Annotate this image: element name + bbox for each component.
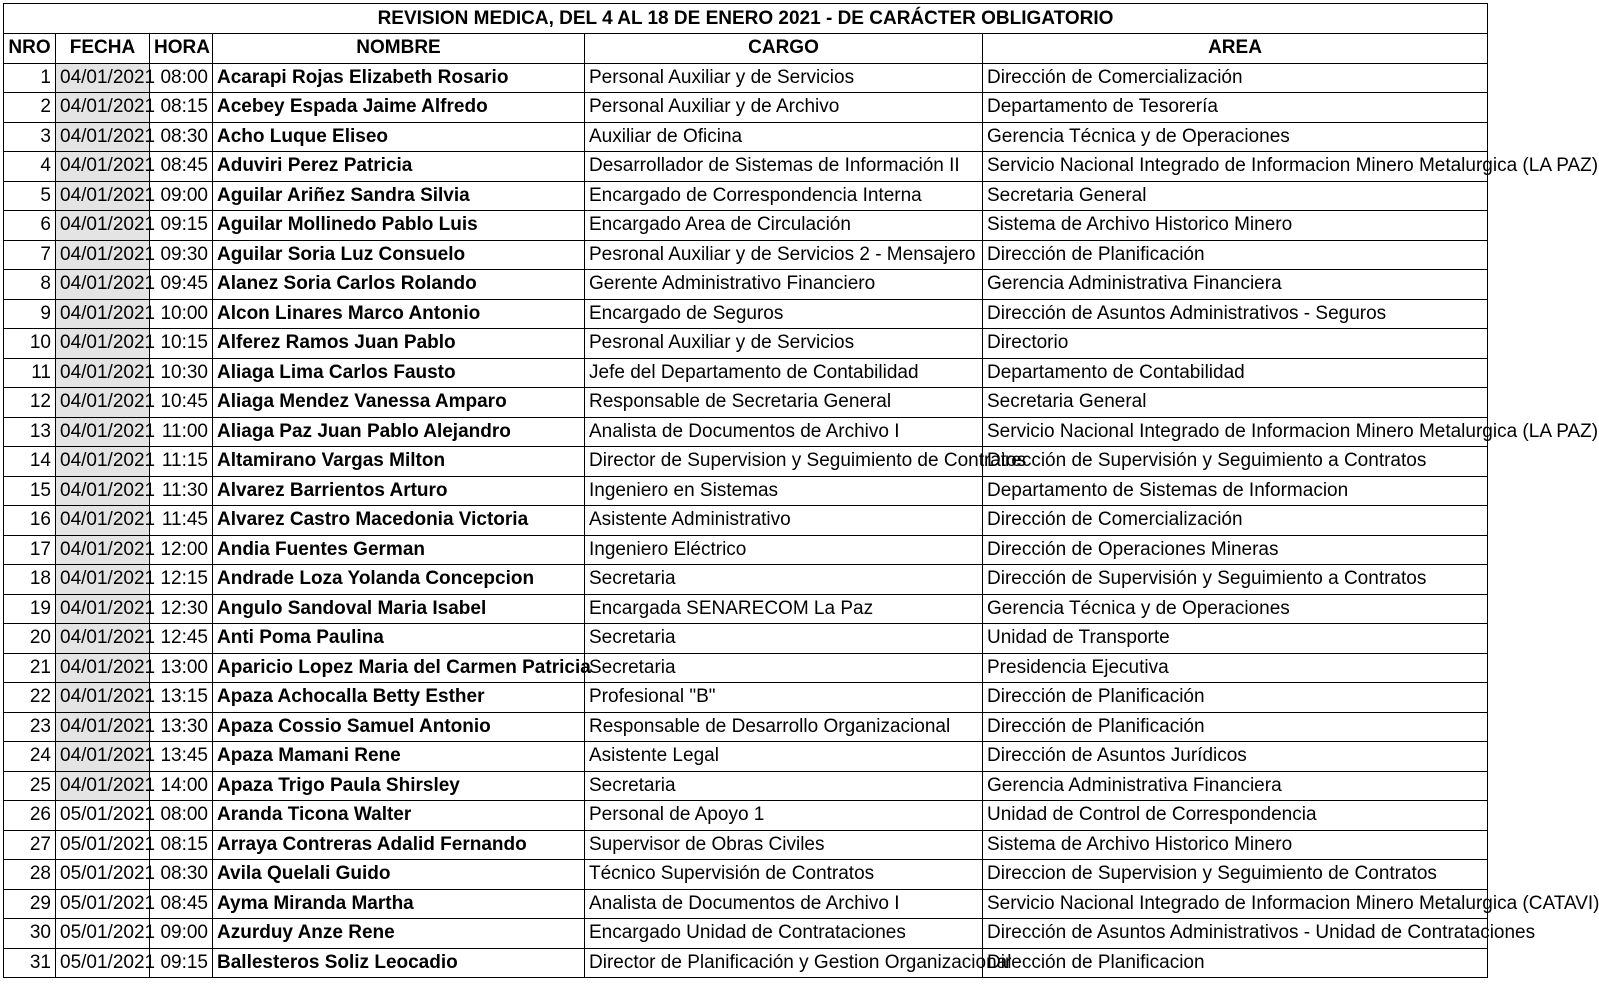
- table-row: [4, 624, 1488, 654]
- cell-nro: 9: [4, 299, 56, 329]
- cell-area: Dirección de Asuntos Administrativos - Unidad de Contrataciones: [983, 919, 1488, 949]
- cell-fecha: 04/01/2021: [56, 624, 150, 654]
- cell-nombre: Apaza Achocalla Betty Esther: [213, 683, 585, 713]
- cell-area: Servicio Nacional Integrado de Informacion Minero Metalurgica (LA PAZ): [983, 152, 1488, 182]
- cell-cargo: Gerente Administrativo Financiero: [585, 270, 983, 300]
- cell-nro: 13: [4, 417, 56, 447]
- cell-nombre: Acebey Espada Jaime Alfredo: [213, 93, 585, 123]
- cell-fecha: 04/01/2021: [56, 388, 150, 418]
- cell-nro: 15: [4, 476, 56, 506]
- cell-cargo: Ingeniero en Sistemas: [585, 476, 983, 506]
- cell-nombre: Aguilar Soria Luz Consuelo: [213, 240, 585, 270]
- cell-nombre: Arraya Contreras Adalid Fernando: [213, 830, 585, 860]
- cell-nro: 11: [4, 358, 56, 388]
- table-row: [4, 565, 1488, 595]
- cell-cargo: Secretaria: [585, 653, 983, 683]
- cell-nombre: Anti Poma Paulina: [213, 624, 585, 654]
- cell-nro: 16: [4, 506, 56, 536]
- cell-nro: 25: [4, 771, 56, 801]
- table-row: [4, 329, 1488, 359]
- cell-cargo: Personal Auxiliar y de Archivo: [585, 93, 983, 123]
- cell-fecha: 04/01/2021: [56, 565, 150, 595]
- table-row: [4, 948, 1488, 978]
- cell-hora: 13:00: [150, 653, 213, 683]
- cell-fecha: 04/01/2021: [56, 476, 150, 506]
- cell-fecha: 04/01/2021: [56, 742, 150, 772]
- cell-nro: 2: [4, 93, 56, 123]
- cell-nombre: Andia Fuentes German: [213, 535, 585, 565]
- cell-fecha: 04/01/2021: [56, 506, 150, 536]
- table-row: [4, 860, 1488, 890]
- cell-fecha: 04/01/2021: [56, 447, 150, 477]
- cell-hora: 11:45: [150, 506, 213, 536]
- cell-hora: 13:15: [150, 683, 213, 713]
- cell-fecha: 05/01/2021: [56, 919, 150, 949]
- cell-fecha: 05/01/2021: [56, 948, 150, 978]
- header-row: [4, 34, 1488, 64]
- cell-fecha: 04/01/2021: [56, 63, 150, 93]
- cell-hora: 09:00: [150, 919, 213, 949]
- cell-hora: 09:15: [150, 211, 213, 241]
- cell-cargo: Auxiliar de Oficina: [585, 122, 983, 152]
- table-row: [4, 771, 1488, 801]
- cell-hora: 08:30: [150, 122, 213, 152]
- cell-hora: 08:15: [150, 93, 213, 123]
- cell-nombre: Alvarez Castro Macedonia Victoria: [213, 506, 585, 536]
- cell-hora: 08:00: [150, 63, 213, 93]
- cell-fecha: 04/01/2021: [56, 653, 150, 683]
- cell-area: Dirección de Planificación: [983, 240, 1488, 270]
- cell-hora: 08:15: [150, 830, 213, 860]
- cell-cargo: Ingeniero Eléctrico: [585, 535, 983, 565]
- cell-area: Dirección de Asuntos Administrativos - Seguros: [983, 299, 1488, 329]
- cell-fecha: 04/01/2021: [56, 417, 150, 447]
- cell-hora: 09:30: [150, 240, 213, 270]
- cell-area: Dirección de Comercialización: [983, 63, 1488, 93]
- header-hora: HORA: [150, 34, 213, 64]
- cell-area: Presidencia Ejecutiva: [983, 653, 1488, 683]
- cell-hora: 12:45: [150, 624, 213, 654]
- header-cargo: CARGO: [585, 34, 983, 64]
- cell-fecha: 04/01/2021: [56, 122, 150, 152]
- cell-nro: 19: [4, 594, 56, 624]
- cell-hora: 09:00: [150, 181, 213, 211]
- cell-nombre: Aliaga Lima Carlos Fausto: [213, 358, 585, 388]
- cell-nro: 12: [4, 388, 56, 418]
- cell-area: Dirección de Supervisión y Seguimiento a Contratos: [983, 447, 1488, 477]
- table-row: [4, 211, 1488, 241]
- cell-nro: 10: [4, 329, 56, 359]
- cell-cargo: Encargado de Correspondencia Interna: [585, 181, 983, 211]
- cell-nro: 21: [4, 653, 56, 683]
- table-row: [4, 801, 1488, 831]
- cell-area: Gerencia Administrativa Financiera: [983, 771, 1488, 801]
- cell-nro: 26: [4, 801, 56, 831]
- table-title: REVISION MEDICA, DEL 4 AL 18 DE ENERO 2021 - DE CARÁCTER OBLIGATORIO: [4, 4, 1488, 34]
- cell-area: Servicio Nacional Integrado de Informacion Minero Metalurgica (LA PAZ): [983, 417, 1488, 447]
- table-row: [4, 919, 1488, 949]
- table-body: [4, 63, 1599, 978]
- cell-fecha: 04/01/2021: [56, 181, 150, 211]
- cell-nombre: Ballesteros Soliz Leocadio: [213, 948, 585, 978]
- cell-nro: 20: [4, 624, 56, 654]
- cell-fecha: 04/01/2021: [56, 594, 150, 624]
- cell-nombre: Altamirano Vargas Milton: [213, 447, 585, 477]
- cell-area: Dirección de Planificación: [983, 683, 1488, 713]
- cell-cargo: Secretaria: [585, 771, 983, 801]
- cell-nro: 27: [4, 830, 56, 860]
- cell-cargo: Analista de Documentos de Archivo I: [585, 889, 983, 919]
- table-row: [4, 63, 1488, 93]
- table-row: [4, 270, 1488, 300]
- cell-hora: 12:00: [150, 535, 213, 565]
- header-nombre: NOMBRE: [213, 34, 585, 64]
- cell-nro: 31: [4, 948, 56, 978]
- cell-fecha: 04/01/2021: [56, 299, 150, 329]
- cell-nro: 24: [4, 742, 56, 772]
- cell-fecha: 04/01/2021: [56, 211, 150, 241]
- cell-cargo: Asistente Legal: [585, 742, 983, 772]
- cell-area: Departamento de Contabilidad: [983, 358, 1488, 388]
- cell-nombre: Apaza Trigo Paula Shirsley: [213, 771, 585, 801]
- cell-area: Gerencia Técnica y de Operaciones: [983, 122, 1488, 152]
- cell-cargo: Asistente Administrativo: [585, 506, 983, 536]
- cell-fecha: 05/01/2021: [56, 860, 150, 890]
- cell-hora: 11:00: [150, 417, 213, 447]
- cell-hora: 08:45: [150, 152, 213, 182]
- table-row: [4, 358, 1488, 388]
- cell-cargo: Supervisor de Obras Civiles: [585, 830, 983, 860]
- cell-nombre: Andrade Loza Yolanda Concepcion: [213, 565, 585, 595]
- cell-hora: 13:30: [150, 712, 213, 742]
- cell-cargo: Responsable de Secretaria General: [585, 388, 983, 418]
- cell-cargo: Secretaria: [585, 565, 983, 595]
- cell-cargo: Secretaria: [585, 624, 983, 654]
- table-row: [4, 122, 1488, 152]
- table-row: [4, 830, 1488, 860]
- cell-nombre: Apaza Cossio Samuel Antonio: [213, 712, 585, 742]
- table-row: [4, 93, 1488, 123]
- cell-area: Sistema de Archivo Historico Minero: [983, 211, 1488, 241]
- table-row: [4, 447, 1488, 477]
- cell-nombre: Alferez Ramos Juan Pablo: [213, 329, 585, 359]
- cell-nro: 18: [4, 565, 56, 595]
- cell-nro: 23: [4, 712, 56, 742]
- cell-cargo: Técnico Supervisión de Contratos: [585, 860, 983, 890]
- cell-cargo: Encargado Unidad de Contrataciones: [585, 919, 983, 949]
- cell-hora: 11:30: [150, 476, 213, 506]
- cell-hora: 10:00: [150, 299, 213, 329]
- cell-cargo: Jefe del Departamento de Contabilidad: [585, 358, 983, 388]
- cell-nro: 5: [4, 181, 56, 211]
- cell-area: Secretaria General: [983, 388, 1488, 418]
- cell-cargo: Encargado de Seguros: [585, 299, 983, 329]
- cell-nombre: Aranda Ticona Walter: [213, 801, 585, 831]
- header-fecha: FECHA: [56, 34, 150, 64]
- cell-area: Departamento de Sistemas de Informacion: [983, 476, 1488, 506]
- cell-fecha: 04/01/2021: [56, 270, 150, 300]
- cell-area: Gerencia Técnica y de Operaciones: [983, 594, 1488, 624]
- cell-area: Sistema de Archivo Historico Minero: [983, 830, 1488, 860]
- cell-area: Dirección de Operaciones Mineras: [983, 535, 1488, 565]
- cell-nombre: Avila Quelali Guido: [213, 860, 585, 890]
- cell-nombre: Aliaga Mendez Vanessa Amparo: [213, 388, 585, 418]
- cell-nombre: Acarapi Rojas Elizabeth Rosario: [213, 63, 585, 93]
- cell-nombre: Aguilar Mollinedo Pablo Luis: [213, 211, 585, 241]
- cell-nro: 1: [4, 63, 56, 93]
- cell-hora: 10:30: [150, 358, 213, 388]
- table-row: [4, 240, 1488, 270]
- cell-hora: 09:15: [150, 948, 213, 978]
- cell-area: Departamento de Tesorería: [983, 93, 1488, 123]
- cell-hora: 10:45: [150, 388, 213, 418]
- table-row: [4, 299, 1488, 329]
- cell-cargo: Responsable de Desarrollo Organizacional: [585, 712, 983, 742]
- header-area: AREA: [983, 34, 1488, 64]
- cell-fecha: 04/01/2021: [56, 771, 150, 801]
- cell-area: Directorio: [983, 329, 1488, 359]
- cell-nro: 29: [4, 889, 56, 919]
- cell-hora: 11:15: [150, 447, 213, 477]
- cell-nro: 4: [4, 152, 56, 182]
- cell-nro: 8: [4, 270, 56, 300]
- cell-area: Dirección de Supervisión y Seguimiento a Contratos: [983, 565, 1488, 595]
- table-row: [4, 742, 1488, 772]
- cell-cargo: Encargada SENARECOM La Paz: [585, 594, 983, 624]
- table-row: [4, 535, 1488, 565]
- cell-fecha: 04/01/2021: [56, 93, 150, 123]
- cell-nombre: Aliaga Paz Juan Pablo Alejandro: [213, 417, 585, 447]
- cell-nombre: Azurduy Anze Rene: [213, 919, 585, 949]
- cell-fecha: 05/01/2021: [56, 830, 150, 860]
- cell-hora: 10:15: [150, 329, 213, 359]
- cell-hora: 14:00: [150, 771, 213, 801]
- cell-nro: 3: [4, 122, 56, 152]
- cell-area: Direccion de Supervision y Seguimiento de Contratos: [983, 860, 1488, 890]
- table-row: [4, 476, 1488, 506]
- header-nro: NRO: [4, 34, 56, 64]
- cell-cargo: Profesional "B": [585, 683, 983, 713]
- cell-cargo: Pesronal Auxiliar y de Servicios 2 - Mensajero: [585, 240, 983, 270]
- cell-fecha: 04/01/2021: [56, 535, 150, 565]
- cell-area: Secretaria General: [983, 181, 1488, 211]
- cell-nro: 22: [4, 683, 56, 713]
- cell-nombre: Alvarez Barrientos Arturo: [213, 476, 585, 506]
- table-row: [4, 417, 1488, 447]
- table-row: [4, 388, 1488, 418]
- cell-nro: 14: [4, 447, 56, 477]
- table-row: [4, 594, 1488, 624]
- cell-area: Servicio Nacional Integrado de Informacion Minero Metalurgica (CATAVI): [983, 889, 1488, 919]
- table-row: [4, 181, 1488, 211]
- cell-cargo: Pesronal Auxiliar y de Servicios: [585, 329, 983, 359]
- cell-fecha: 05/01/2021: [56, 801, 150, 831]
- table-row: [4, 653, 1488, 683]
- cell-cargo: Director de Supervision y Seguimiento de Contratos: [585, 447, 983, 477]
- cell-area: Unidad de Transporte: [983, 624, 1488, 654]
- cell-cargo: Desarrollador de Sistemas de Información II: [585, 152, 983, 182]
- cell-fecha: 04/01/2021: [56, 240, 150, 270]
- cell-nombre: Acho Luque Eliseo: [213, 122, 585, 152]
- table-row: [4, 712, 1488, 742]
- cell-hora: 08:00: [150, 801, 213, 831]
- cell-area: Dirección de Planificación: [983, 712, 1488, 742]
- cell-nro: 30: [4, 919, 56, 949]
- cell-nombre: Aguilar Ariñez Sandra Silvia: [213, 181, 585, 211]
- cell-fecha: 04/01/2021: [56, 152, 150, 182]
- cell-nombre: Alanez Soria Carlos Rolando: [213, 270, 585, 300]
- cell-cargo: Encargado Area de Circulación: [585, 211, 983, 241]
- cell-hora: 08:30: [150, 860, 213, 890]
- cell-fecha: 04/01/2021: [56, 329, 150, 359]
- cell-nombre: Ayma Miranda Martha: [213, 889, 585, 919]
- cell-area: Gerencia Administrativa Financiera: [983, 270, 1488, 300]
- cell-hora: 09:45: [150, 270, 213, 300]
- cell-hora: 12:15: [150, 565, 213, 595]
- cell-cargo: Personal Auxiliar y de Servicios: [585, 63, 983, 93]
- cell-nro: 17: [4, 535, 56, 565]
- cell-nro: 6: [4, 211, 56, 241]
- cell-area: Unidad de Control de Correspondencia: [983, 801, 1488, 831]
- cell-nro: 28: [4, 860, 56, 890]
- cell-nombre: Aparicio Lopez Maria del Carmen Patricia: [213, 653, 585, 683]
- cell-cargo: Director de Planificación y Gestion Organizacional: [585, 948, 983, 978]
- title-row: [4, 4, 1488, 34]
- cell-fecha: 04/01/2021: [56, 358, 150, 388]
- cell-hora: 08:45: [150, 889, 213, 919]
- schedule-table: [3, 3, 1599, 978]
- cell-cargo: Analista de Documentos de Archivo I: [585, 417, 983, 447]
- cell-cargo: Personal de Apoyo 1: [585, 801, 983, 831]
- cell-nombre: Apaza Mamani Rene: [213, 742, 585, 772]
- cell-hora: 13:45: [150, 742, 213, 772]
- cell-fecha: 05/01/2021: [56, 889, 150, 919]
- table-row: [4, 152, 1488, 182]
- table-row: [4, 683, 1488, 713]
- cell-fecha: 04/01/2021: [56, 683, 150, 713]
- cell-area: Dirección de Planificacion: [983, 948, 1488, 978]
- cell-area: Dirección de Comercialización: [983, 506, 1488, 536]
- cell-area: Dirección de Asuntos Jurídicos: [983, 742, 1488, 772]
- table-row: [4, 889, 1488, 919]
- cell-nombre: Alcon Linares Marco Antonio: [213, 299, 585, 329]
- cell-fecha: 04/01/2021: [56, 712, 150, 742]
- cell-nro: 7: [4, 240, 56, 270]
- table-row: [4, 506, 1488, 536]
- cell-hora: 12:30: [150, 594, 213, 624]
- cell-nombre: Aduviri Perez Patricia: [213, 152, 585, 182]
- cell-nombre: Angulo Sandoval Maria Isabel: [213, 594, 585, 624]
